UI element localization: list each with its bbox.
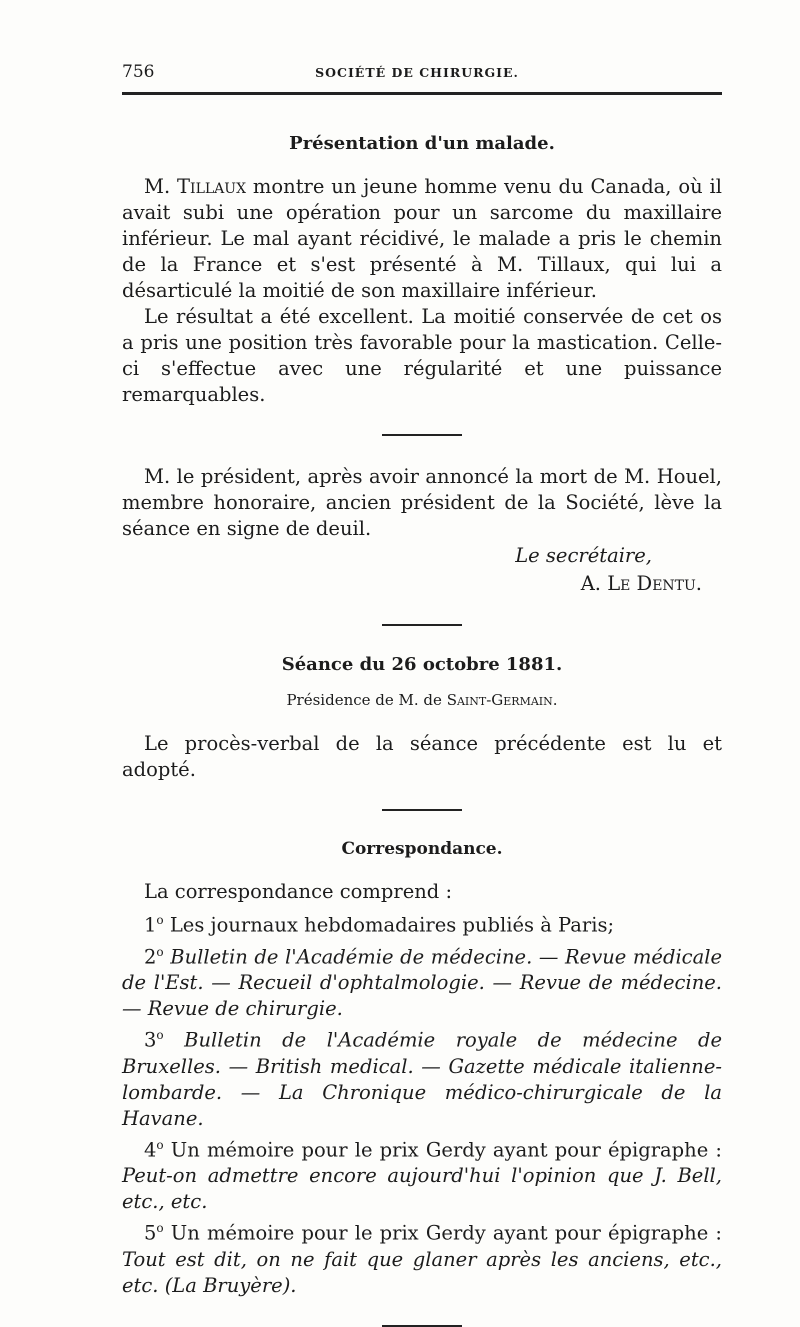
list-item: 5$^o$ Un mémoire pour le prix Gerdy ayant pour épigraphe : Tout est dit, on ne fait que glaner après les anciens, etc., etc. (La Bruyère). [122, 1221, 722, 1297]
section-heading-presentation: Présentation d'un malade. [289, 133, 555, 154]
presidence-line: Présidence de M. de Saint-Germain. [286, 691, 558, 709]
paragraph-correspondance-intro: La correspondance comprend : [144, 880, 453, 903]
signature-block [122, 542, 722, 598]
signature-name: A. Le Dentu. [580, 572, 702, 595]
list-item: 2$^o$ Bulletin de l'Académie de médecine. — Revue médicale de l'Est. — Recueil d'ophtalmologie. — Revue de médecine. — Revue de chirurgie. [122, 944, 722, 1020]
author-name: Tillaux [177, 175, 247, 198]
section-heading-correspondance: Correspondance. [341, 839, 503, 859]
signature-title: Le secrétaire, [515, 544, 652, 567]
section-divider [382, 809, 462, 811]
section-divider [382, 624, 462, 626]
paragraph-minutes: Le procès-verbal de la séance précédente est lu et adopté. [122, 732, 722, 781]
journal-title: SOCIÉTÉ DE CHIRURGIE. [315, 65, 519, 80]
seance-title: Séance du 26 octobre 1881. [281, 654, 563, 675]
list-item: 4$^o$ Un mémoire pour le prix Gerdy ayant pour épigraphe : Peut-on admettre encore aujourd'hui l'opinion que J. Bell, etc., etc. [122, 1137, 722, 1213]
paragraph-result: Le résultat a été excellent. La moitié conservée de cet os a pris une position très favorable pour la mastication. Celle-ci s'effectue avec une régularité et une puissance remarquables. [122, 305, 722, 406]
paragraph-president: M. le président, après avoir annoncé la mort de M. Houel, membre honoraire, ancien président de la Société, lève la séance en signe de deuil. [122, 465, 722, 540]
paragraph-tillaux: M. Tillaux montre un jeune homme venu du Canada, où il avait subi une opération pour un sarcome du maxillaire inférieur. Le mal ayant récidivé, le malade a pris le chemin de la France et s'est présenté à M. Tillaux, qui lui a désarticulé la moitié de son maxillaire inférieur. [122, 175, 722, 302]
section-divider [382, 434, 462, 436]
list-item: 1$^o$ Les journaux hebdomadaires publiés à Paris; [144, 913, 615, 937]
list-item: 3$^o$ Bulletin de l'Académie royale de médecine de Bruxelles. — British medical. — Gazette médicale italienne-lombarde. — La Chronique médico-chirurgicale de la Havane. [122, 1028, 722, 1130]
page-number: 756 [122, 62, 155, 82]
header-rule [122, 92, 722, 95]
section-divider [382, 1325, 462, 1327]
running-head [122, 62, 722, 88]
